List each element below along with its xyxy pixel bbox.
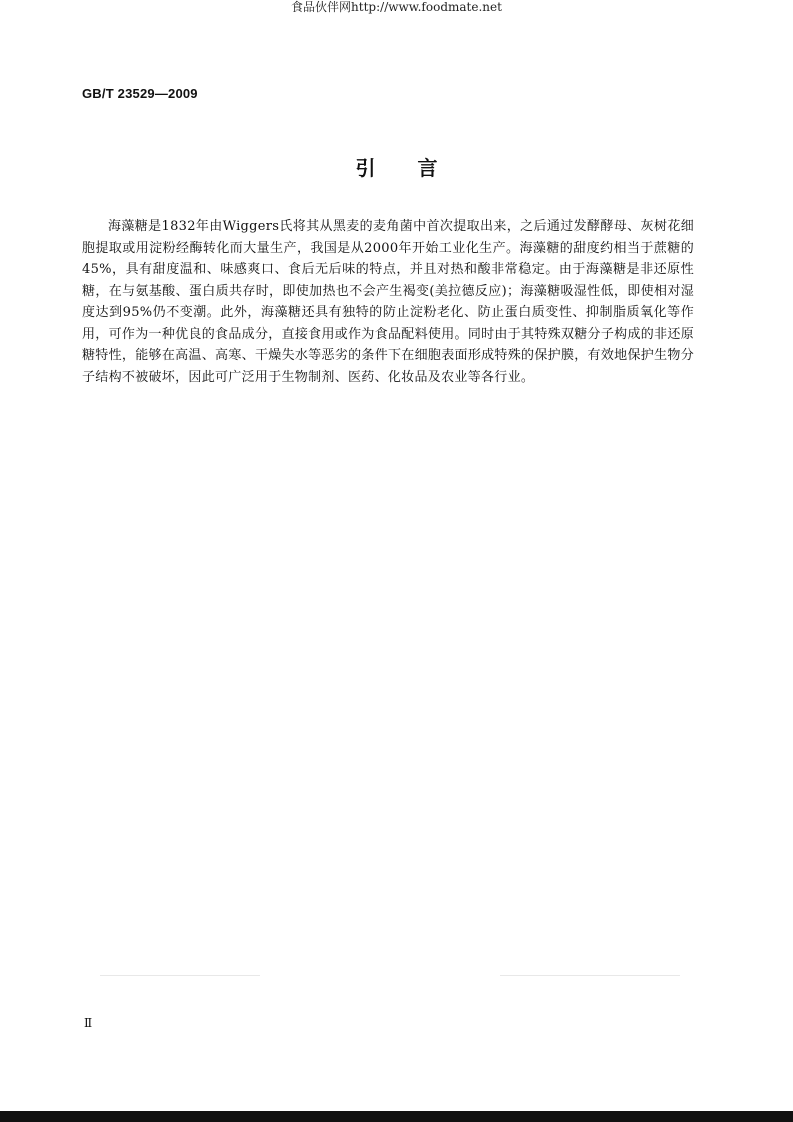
watermark-text: 食品伙伴网http://www.foodmate.net [291,0,502,14]
page-number: Ⅱ [84,1016,93,1030]
scan-artifact-right [500,975,680,976]
scan-edge-bar [0,1111,793,1122]
standard-code: GB/T 23529—2009 [82,86,198,101]
section-title: 引言 [355,156,480,180]
intro-paragraph: 海藻糖是1832年由Wiggers氏将其从黑麦的麦角菌中首次提取出来，之后通过发酵酵母、灰树花细胞提取或用淀粉经酶转化而大量生产，我国是从2000年开始工业化生产。海藻糖的甜度约相当于蔗糖的45%，具有甜度温和、味感爽口、食后无后味的特点，并且对热和酸非常稳定。由于海藻糖是非还原性糖，在与氨基酸、蛋白质共存时，即使加热也不会产生褐变(美拉德反应)；海藻糖吸湿性低，即使相对湿度达到95%仍不变潮。此外，海藻糖还具有独特的防止淀粉老化、防止蛋白质变性、抑制脂质氧化等作用，可作为一种优良的食品成分，直接食用或作为食品配料使用。同时由于其特殊双糖分子构成的非还原糖特性，能够在高温、高寒、干燥失水等恶劣的条件下在细胞表面形成特殊的保护膜，有效地保护生物分子结构不被破坏，因此可广泛用于生物制剂、医药、化妆品及农业等各行业。 [82,219,694,385]
scan-artifact-left [100,975,260,976]
